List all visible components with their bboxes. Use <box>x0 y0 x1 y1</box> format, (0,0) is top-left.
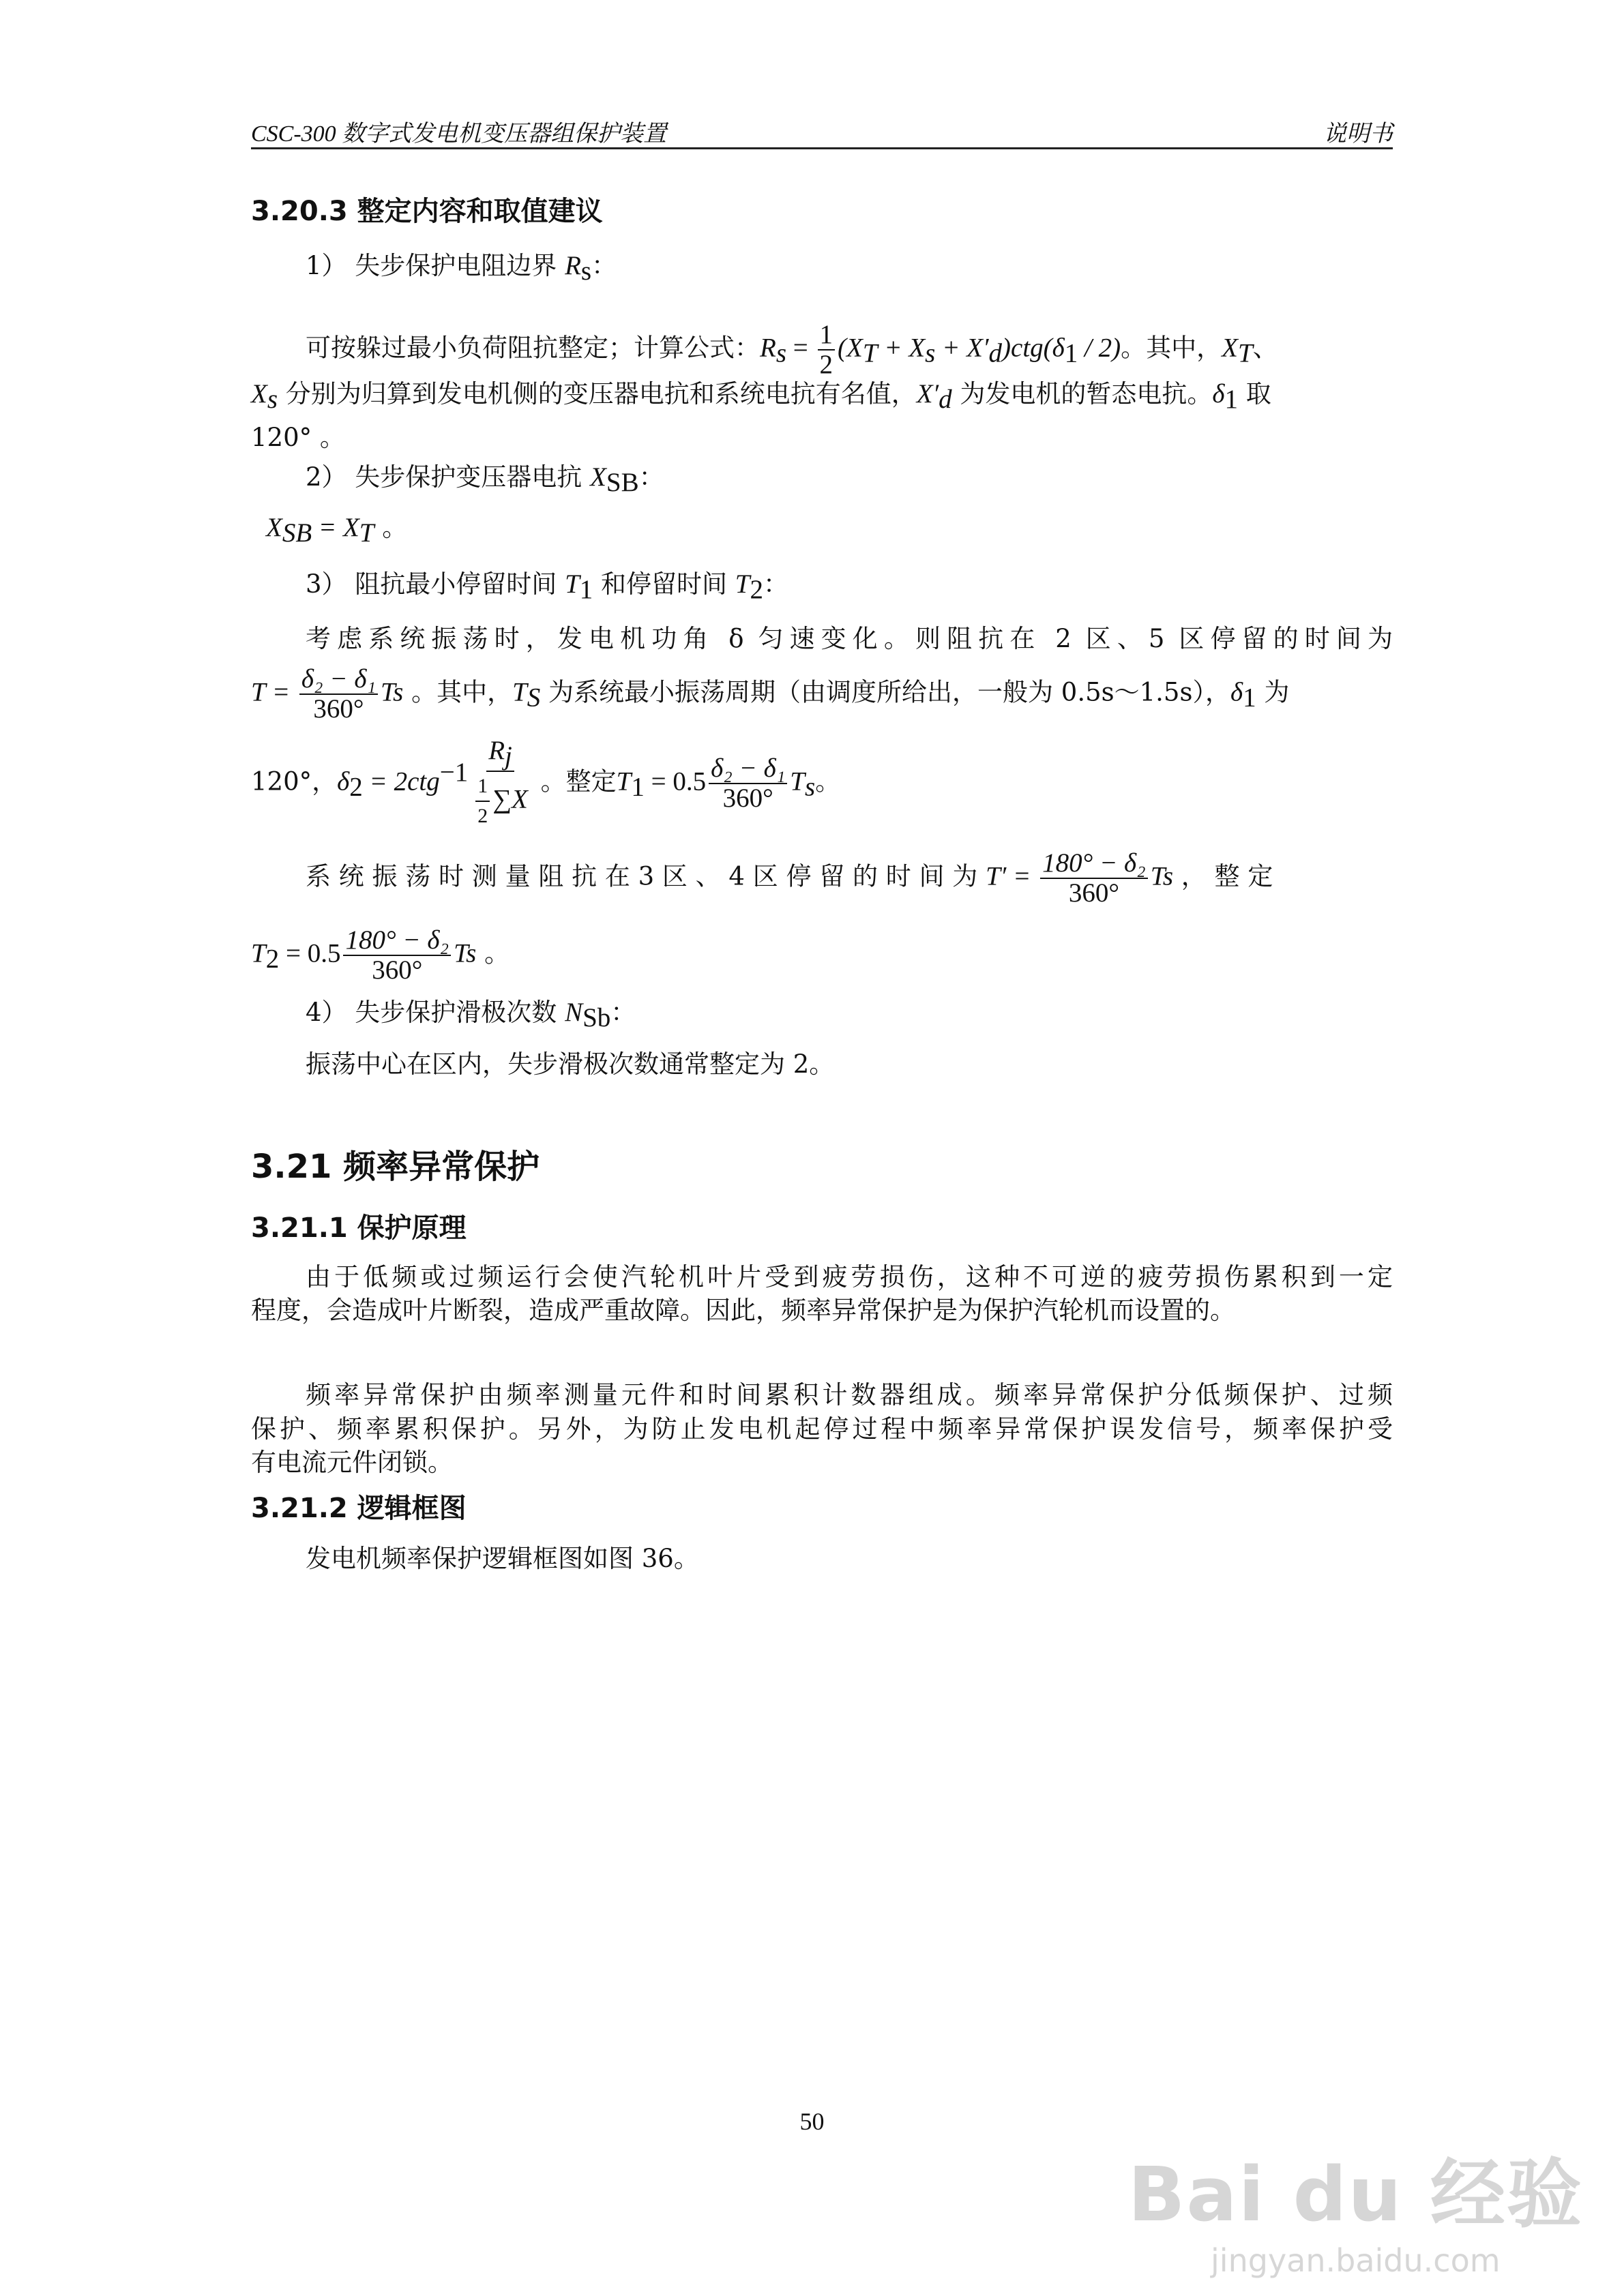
header-right: 说明书 <box>1323 121 1393 147</box>
principle-p1-line1: 由于低频或过频运行会使汽轮机叶片受到疲劳损伤，这种不可逆的疲劳损伤累积到一定 <box>306 1262 1393 1292</box>
formula-paragraph-line3: 120° 。 <box>251 423 345 452</box>
formula-paragraph-line2: $X_s$ 分别为归算到发电机侧的变压器电抗和系统电抗有名值，$X'_d$ 为发电机的暂态电抗。$\delta_1$ 取 <box>251 379 1271 414</box>
watermark-url: jingyan.baidu.com <box>1211 2242 1501 2279</box>
logic-diagram-paragraph: 发电机频率保护逻辑框图如图 36。 <box>306 1544 699 1573</box>
item-2: 2） 失步保护变压器电抗 $X_{SB}$： <box>306 462 664 497</box>
principle-p1-line2: 程度，会造成叶片断裂，造成严重故障。因此，频率异常保护是为保护汽轮机而设置的。 <box>251 1296 1235 1325</box>
equation-xsb: $X_{SB} = X_T$ 。 <box>266 513 408 548</box>
header-title: CSC-300 数字式发电机变压器组保护装置 <box>251 121 667 147</box>
section-heading-3-20-3: 3.20.3 整定内容和取值建议 <box>251 196 603 227</box>
equation-t: T = $\frac{\text{δ₂ − δ₁}}{360^\circ}$ Ts 。其中，$T_S$ 为系统最小振荡周期（由调度所给出，一般为 0.5s～1.5s），$\delta_1$ 为 <box>251 664 1290 724</box>
item-3: 3） 阻抗最小停留时间 $T_1$ 和停留时间 $T_2$： <box>306 569 788 604</box>
principle-p2-line2: 保护、频率累积保护。另外，为防止发电机起停过程中频率异常保护误发信号，频率保护受 <box>251 1414 1393 1444</box>
equation-t-prime: 系 统 振 荡 时 测 量 阻 抗 在 3 区 、 4 区 停 留 的 时 间 为 T′ = $\frac{\text{180° − δ₂}}{360^\circ}$ Ts ， 整 定 <box>306 848 1273 908</box>
watermark-brand: Bai du 经验 <box>1127 2151 1583 2238</box>
formula-paragraph-line1: 可按躲过最小负荷阻抗整定；计算公式：$R_s$ = $\frac{1}{2}$ $(X_T + X_s + X'_d)ctg(\delta_1 / 2)$。其中，$X_T$、 <box>306 320 1278 379</box>
paragraph-oscillation: 考虑系统振荡时，发电机功角 δ 匀速变化。则阻抗在 2 区、5 区停留的时间为 <box>306 624 1393 653</box>
baidu-watermark <box>1128 2134 1583 2279</box>
item-1: 1） 失步保护电阻边界 $R_s$： <box>306 251 617 286</box>
principle-p2-line1: 频率异常保护由频率测量元件和时间累积计数器组成。频率异常保护分低频保护、过频 <box>306 1380 1393 1410</box>
section-heading-3-21-1: 3.21.1 保护原理 <box>251 1212 467 1244</box>
equation-delta2: 120°，$\delta_2 = 2ctg^{-1}$ $R_j$ $\frac{1}{2}$ ∑X 。整定$T_1 = 0.5$ $\frac{\text{δ₂ − δ₁}}{360^\circ}$ $T_s$。 <box>251 736 841 827</box>
header-rule <box>251 147 1393 149</box>
equation-t2: $T_2 = 0.5$ $\frac{\text{180° − δ₂}}{360^\circ}$ Ts 。 <box>251 925 510 985</box>
principle-p2-line3: 有电流元件闭锁。 <box>251 1448 453 1477</box>
section-heading-3-21: 3.21 频率异常保护 <box>251 1148 540 1186</box>
paragraph-slip: 振荡中心在区内，失步滑极次数通常整定为 2。 <box>306 1049 835 1079</box>
page-number: 50 <box>799 2108 825 2135</box>
item-4: 4） 失步保护滑极次数 $N_{Sb}$： <box>306 998 636 1032</box>
section-heading-3-21-2: 3.21.2 逻辑框图 <box>251 1493 467 1524</box>
